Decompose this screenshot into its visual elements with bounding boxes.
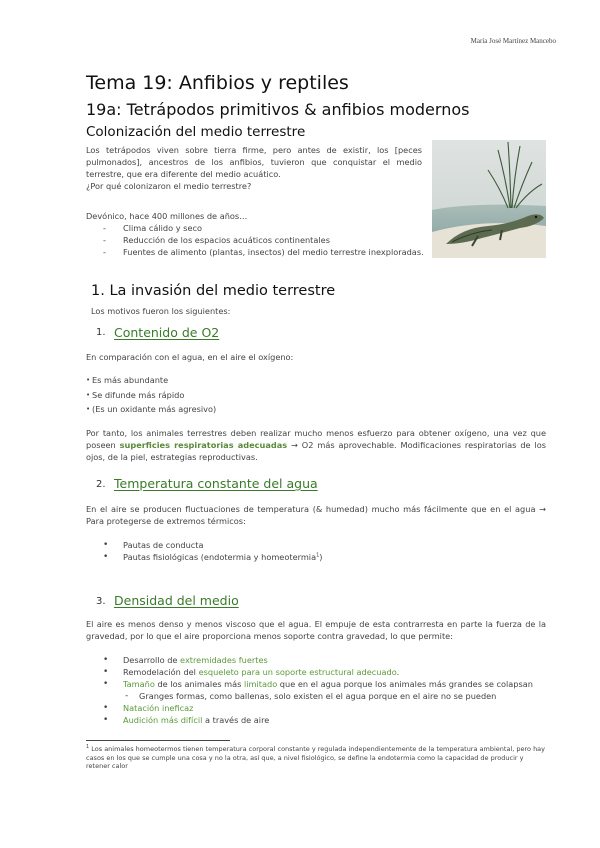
highlight-text: limitado bbox=[243, 679, 278, 689]
list-item-text: Remodelación del bbox=[123, 667, 199, 677]
highlight-text: Natación ineficaz bbox=[123, 703, 194, 713]
temperature-paragraph: En el aire se producen fluctuaciones de temperatura (& humedad) mucho más fácilmente que en el agua → Para protegerse de extremos térmicos: bbox=[86, 504, 546, 526]
page-title: Tema 19: Anfibios y reptiles bbox=[86, 72, 349, 94]
list-subitem: - Granges formas, como ballenas, solo existen el el agua porque en el aire no se pueden bbox=[99, 690, 546, 702]
subsection-title-density: Densidad del medio bbox=[114, 593, 239, 608]
list-item-text-end: . bbox=[396, 667, 400, 677]
author-header: María José Martínez Mancebo bbox=[470, 37, 556, 45]
chapter-subtitle: 19a: Tetrápodos primitivos & anfibios modernos bbox=[86, 100, 470, 119]
subsection-number: 2. bbox=[96, 479, 106, 490]
highlight-text: Tamaño bbox=[123, 679, 155, 689]
density-paragraph: El aire es menos denso y menos viscoso que el agua. El empuje de esta contrarresta en parte la fuerza de la gravedad, por lo que el aire proporciona menos soporte contra gravedad, lo que permite: bbox=[86, 619, 546, 641]
list-item: • Pautas de conducta bbox=[99, 539, 519, 551]
footnote bbox=[86, 745, 546, 771]
footnote-text: Los animales homeotermos tienen temperatura corporal constante y regulada independientemente de la temperatura ambiental, pero hay casos en los que se cumple una cosa y no la otra, así que, a nivel fisiológico, se define la endotermia como la capacidad de producir y retener calor bbox=[86, 745, 546, 770]
list-item-text-end: que en el agua porque los animales más grandes se colapsan bbox=[277, 679, 533, 689]
list-item: • Se difunde más rápido bbox=[86, 388, 386, 403]
devonian-list bbox=[103, 222, 433, 258]
list-item bbox=[99, 654, 546, 666]
devonian-line: Devónico, hace 400 millones de años… bbox=[86, 211, 248, 221]
list-item-text: Desarrollo de bbox=[123, 655, 181, 665]
list-item-text: Pautas fisiológicas (endotermia y homeotermia bbox=[123, 552, 317, 562]
temperature-list bbox=[99, 539, 519, 563]
list-item bbox=[99, 666, 546, 678]
highlight-text: Audición más difícil bbox=[123, 715, 203, 725]
o2-paragraph-text: Por tanto, los animales terrestres deben realizar mucho menos esfuerzo para obtener oxígeno, una vez que poseen bbox=[86, 428, 546, 450]
footnote-divider bbox=[86, 740, 230, 741]
footnote-mark: 1 bbox=[86, 743, 90, 750]
list-item: • (Es un oxidante más agresivo) bbox=[86, 402, 386, 417]
list-item-text: a través de aire bbox=[202, 715, 270, 725]
o2-highlight: superficies respiratorias adecuadas bbox=[119, 440, 288, 450]
subsection-title-temperature: Temperatura constante del agua bbox=[114, 476, 318, 491]
subsection-number: 1. bbox=[96, 327, 106, 338]
list-item bbox=[99, 702, 546, 714]
list-item-text: de los animales más bbox=[154, 679, 244, 689]
section-lead: Los motivos fueron los siguientes: bbox=[91, 306, 231, 316]
subsection-number: 3. bbox=[96, 596, 106, 607]
subsection-title-o2: Contenido de O2 bbox=[114, 325, 220, 340]
list-item: • Es más abundante bbox=[86, 373, 386, 388]
list-item bbox=[99, 714, 546, 726]
intro-question: ¿Por qué colonizaron el medio terrestre? bbox=[86, 181, 252, 191]
list-item bbox=[99, 551, 519, 563]
o2-bullets bbox=[86, 373, 386, 417]
highlight-text: extremidades fuertes bbox=[180, 655, 268, 665]
list-item-text-end: ) bbox=[319, 552, 323, 562]
list-item bbox=[99, 678, 546, 690]
section-heading-colonization: Colonización del medio terrestre bbox=[86, 124, 306, 140]
o2-paragraph-text-end: → O2 más aprovechable. Modificaciones respiratorias de los ojos, de la piel, estrategias reproductivas. bbox=[86, 440, 547, 462]
list-item: - Fuentes de alimento (plantas, insectos) del medio terrestre inexploradas. bbox=[103, 246, 433, 258]
section-heading-invasion: 1. La invasión del medio terrestre bbox=[91, 283, 336, 299]
o2-paragraph bbox=[86, 427, 546, 463]
list-item: - Clima cálido y seco bbox=[103, 222, 433, 234]
footnote-ref[interactable]: 1 bbox=[316, 552, 320, 559]
density-list bbox=[99, 654, 546, 726]
list-item: - Reducción de los espacios acuáticos continentales bbox=[103, 234, 433, 246]
intro-paragraph: Los tetrápodos viven sobre tierra firme, pero antes de existir, los [peces pulmonados], ancestros de los anfibios, tuvieron que conquistar el medio terrestre, que era diferente del medio acuático. bbox=[86, 145, 422, 179]
o2-intro: En comparación con el agua, en el aire el oxígeno: bbox=[86, 352, 294, 362]
tetrapod-illustration bbox=[432, 140, 546, 258]
highlight-text: esqueleto para un soporte estructural adecuado bbox=[198, 667, 397, 677]
